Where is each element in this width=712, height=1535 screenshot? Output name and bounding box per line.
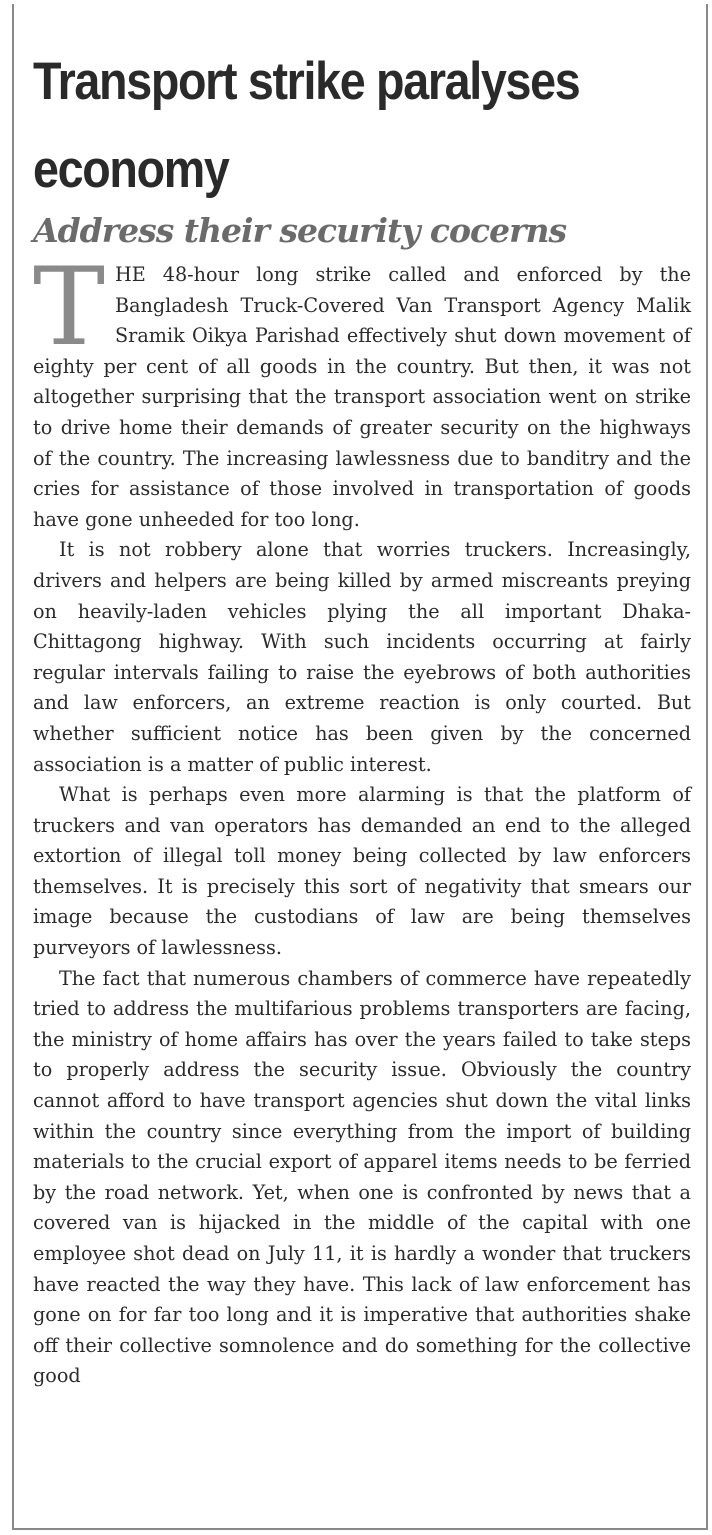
headline-line-1: Transport strike paralyses	[33, 52, 580, 111]
paragraph-2: It is not robbery alone that worries truckers. Increasingly, drivers and helpers are being killed by armed miscreants preying on heavily-laden vehicles plying the all important Dhaka-Chittagong highway. With such incidents occurring at fairly regular intervals failing to raise the eyebrows of both authorities and law enforcers, an extreme reaction is only courted. But whether sufficient notice has been given by the concerned association is a matter of public interest.	[33, 538, 691, 776]
paragraph-4: The fact that numerous chambers of commerce have repeatedly tried to address the multifarious problems transporters are facing, the ministry of home affairs has over the years failed to take steps to properly address the security issue. Obviously the country cannot afford to have transport agencies shut down the vital links within the country since everything from the import of building materials to the crucial export of apparel items needs to be ferried by the road network. Yet, when one is confronted by news that a covered van is hijacked in the middle of the capital with one employee shot dead on July 11, it is hardly a wonder that truckers have reacted the way they have. This lack of law enforcement has gone on for far too long and it is imperative that authorities shake off their collective somnolence and do something for the collective good	[33, 966, 691, 1388]
paragraph-3: What is perhaps even more alarming is that the platform of truckers and van operators has demanded an end to the alleged extortion of illegal toll money being collected by law enforcers themselves. It is precisely this sort of negativity that smears our image because the custodians of law are being themselves purveyors of lawlessness.	[33, 783, 691, 960]
article-body	[33, 245, 691, 1392]
editorial-article	[33, 38, 691, 1392]
headline-line-2: economy	[33, 140, 229, 199]
drop-cap: T	[33, 245, 106, 370]
headline	[33, 38, 682, 214]
paragraph-1	[33, 245, 691, 535]
subheadline: Address their security cocerns	[33, 211, 567, 250]
paragraph-1-text: HE 48-hour long strike called and enforced by the Bangladesh Truck-Covered Van Transport Agency Malik Sramik Oikya Parishad effectively shut down movement of eighty per cent of all goods in the country. But then, it was not altogether surprising that the transport association went on strike to drive home their demands of greater security on the highways of the country. The increasing lawlessness due to banditry and the cries for assistance of those involved in transportation of goods have gone unheeded for too long.	[33, 263, 691, 531]
